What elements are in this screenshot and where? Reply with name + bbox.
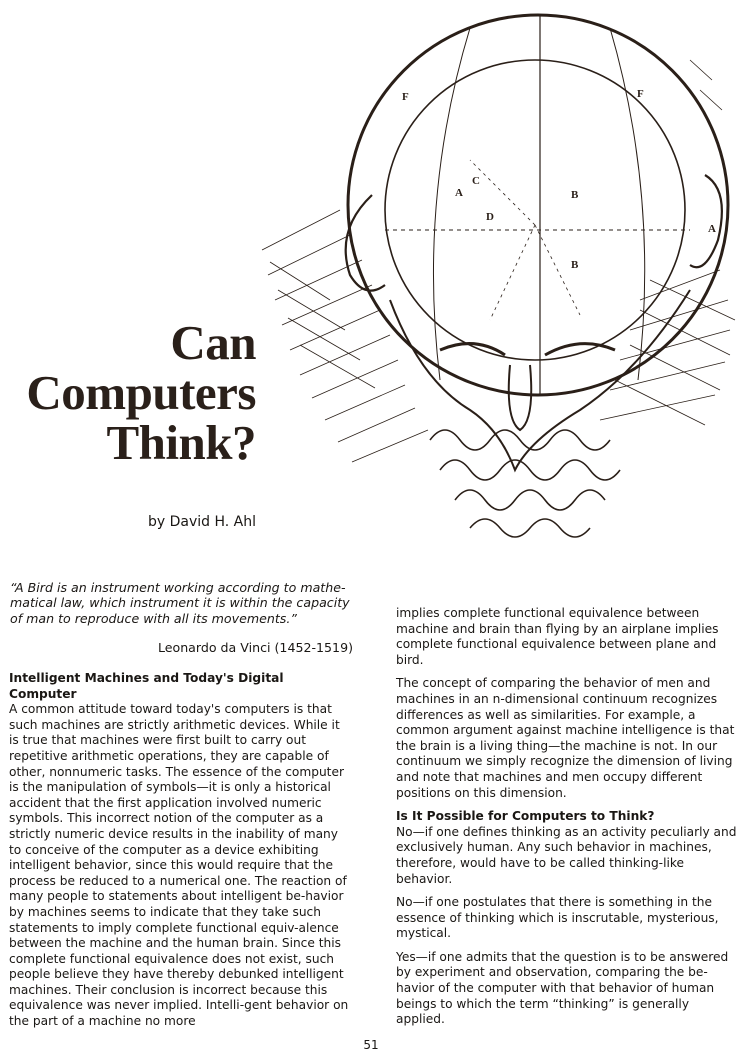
- body-paragraph: implies complete functional equivalence between machine and brain than flying by an airplane implies complete functional equivalence between plane and bird.: [396, 606, 719, 667]
- radial-line-3: [490, 225, 535, 320]
- radial-line-1: [470, 160, 535, 225]
- hair-hatching-right: [600, 60, 735, 425]
- inner-circle: [385, 60, 685, 360]
- label-a-right: A: [708, 223, 716, 235]
- body-paragraph: A common attitude toward today's computers is that such machines are strictly arithmetic devices. While it is true that machines were first built to carry out repetitive arithmetic operations, they are capable of other, nonnumeric tasks. The essence of the computer is the manipulation of symbols—it is only a historical accident that the first application involved numeric symbols. This incorrect notion of the computer as a strictly numeric device results in the inability of many to conceive of the computer as a device exhibiting intelligent behavior, since this would require that the process be reduced to a numerical one. The reaction of many people to statements about intelligent be-havior by machines seems to indicate that they take such statements to imply complete functional equiv-alence between the machine and the human brain. Since this complete functional equivalence does not exist, such people believe they have thereby debunked intelligent machines. Their conclusion is incorrect because this equivalence was never implied. Intelli-gent behavior on the part of a machine no more: [9, 702, 349, 1029]
- label-f-left: F: [402, 91, 409, 103]
- beard-curls: [430, 430, 620, 537]
- body-paragraph: Yes—if one admits that the question is to be answered by experiment and observation, comparing the be-havior of the computer with that behavior of human beings to which the term “thinking” is generally applied.: [396, 949, 729, 1027]
- label-d: D: [486, 211, 494, 223]
- left-eyebrow: [440, 344, 505, 355]
- title-line-3: Think?: [106, 415, 256, 470]
- right-ear: [690, 175, 722, 267]
- byline: by David H. Ahl: [147, 514, 256, 530]
- label-b-upper: B: [571, 189, 579, 201]
- epigraph-attribution: Leonardo da Vinci (1452-1519): [157, 640, 353, 655]
- cranium-outline: [348, 15, 728, 395]
- label-b-lower: B: [571, 259, 579, 271]
- body-paragraph: No—if one defines thinking as an activity peculiarly and exclusively human. Any such behavior in machines, therefore, would have to be called thinking-like behavior.: [396, 824, 737, 886]
- left-column: [9, 671, 349, 1038]
- nose: [509, 365, 532, 430]
- epigraph-quote: “A Bird is an instrument working according to mathe-matical law, which instrument it is within the capacity of man to reproduce with all its movements.”: [10, 580, 350, 626]
- title-line-1: Can: [170, 315, 256, 370]
- section-heading-intelligent-machines: Intelligent Machines and Today's Digital Computer: [9, 671, 284, 701]
- leonardo-head-sketch: [250, 0, 742, 560]
- meridian-left: [433, 28, 470, 380]
- page-number: 51: [363, 1038, 379, 1052]
- body-paragraph: The concept of comparing the behavior of men and machines in an n-dimensional continuum recognizes differences as well as similarities. For example, a common argument against machine intelligence is that the brain is a living thing—the machine is not. In our continuum we simply recognize the dimension of living and note that machines and men occupy different positions on this dimension.: [396, 676, 735, 800]
- body-paragraph: No—if one postulates that there is something in the essence of thinking which is inscrutable, mysterious, mystical.: [396, 895, 719, 941]
- label-f-right: F: [637, 88, 644, 100]
- article-title: [0, 315, 256, 470]
- label-c: C: [472, 175, 480, 187]
- label-a-inner: A: [455, 187, 463, 199]
- right-column: [396, 606, 741, 1036]
- title-line-2: Computers: [26, 365, 256, 420]
- section-heading-possible-to-think: Is It Possible for Computers to Think?: [396, 809, 655, 824]
